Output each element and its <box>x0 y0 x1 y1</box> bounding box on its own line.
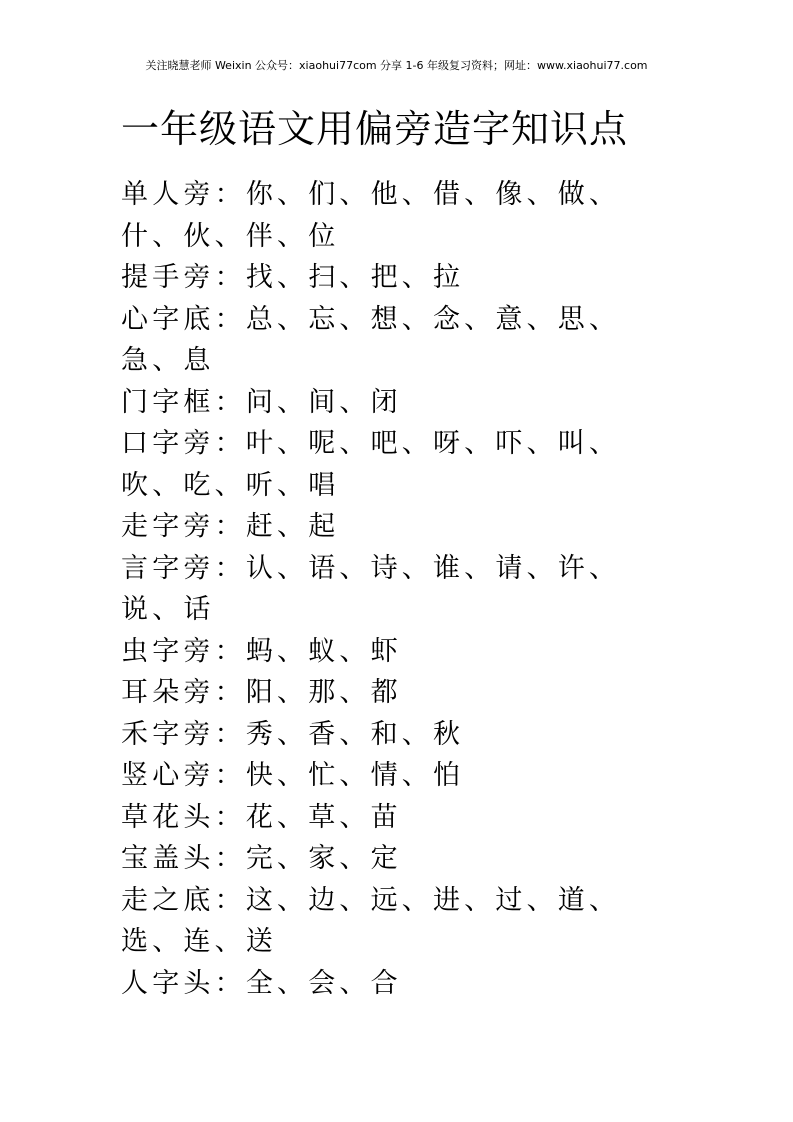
list-item <box>121 382 681 424</box>
radical-label: 言字旁： <box>121 552 246 584</box>
example-chars: 赶、起 <box>245 511 340 542</box>
example-chars: 蚂、蚁、虾 <box>245 635 402 667</box>
list-item <box>121 174 681 257</box>
example-chars: 你、们、他、借、像、做、什、伙、伴、位 <box>121 179 621 252</box>
example-chars: 叶、呢、吧、呀、吓、叫、吹、吃、听、唱 <box>121 428 621 501</box>
example-chars: 这、边、远、进、过、道、选、连、送 <box>121 884 621 957</box>
example-chars: 总、忘、想、念、意、思、急、息 <box>121 303 621 376</box>
radical-label: 人字头： <box>121 967 246 999</box>
radical-label: 走字旁： <box>121 511 246 542</box>
list-item <box>121 880 681 963</box>
radical-label: 提手旁： <box>121 262 246 293</box>
radical-label: 禾字旁： <box>121 718 246 750</box>
radical-list <box>121 174 681 1004</box>
example-chars: 完、家、定 <box>245 843 402 874</box>
list-item <box>121 755 681 797</box>
example-chars: 阳、那、都 <box>245 677 402 708</box>
radical-label: 门字框： <box>121 386 246 418</box>
list-item <box>121 631 681 673</box>
list-item <box>121 838 681 880</box>
list-item <box>121 548 681 631</box>
list-item <box>121 797 681 839</box>
radical-label: 竖心旁： <box>121 760 246 791</box>
radical-label: 走之底： <box>121 884 246 916</box>
example-chars: 花、草、苗 <box>245 801 402 833</box>
list-item <box>121 672 681 714</box>
list-item <box>121 506 681 548</box>
radical-label: 心字底： <box>121 303 246 335</box>
radical-label: 宝盖头： <box>121 843 246 874</box>
radical-label: 口字旁： <box>121 428 246 459</box>
list-item <box>121 423 681 506</box>
list-item <box>121 963 681 1005</box>
example-chars: 秀、香、和、秋 <box>245 718 465 750</box>
list-item <box>121 714 681 756</box>
example-chars: 找、扫、把、拉 <box>245 262 465 293</box>
list-item <box>121 257 681 299</box>
radical-label: 单人旁： <box>121 179 246 210</box>
page-title: 一年级语文用偏旁造字知识点 <box>121 107 629 151</box>
radical-label: 耳朵旁： <box>121 677 246 708</box>
page-header: 关注晓慧老师 Weixin 公众号：xiaohui77com 分享 1-6 年级复习资料；网址：www.xiaohui77.com <box>145 59 648 72</box>
radical-label: 草花头： <box>121 801 246 833</box>
example-chars: 快、忙、情、怕 <box>245 760 465 791</box>
list-item <box>121 299 681 382</box>
radical-label: 虫字旁： <box>121 635 246 667</box>
example-chars: 问、间、闭 <box>245 386 402 418</box>
example-chars: 全、会、合 <box>245 967 402 999</box>
example-chars: 认、语、诗、谁、请、许、说、话 <box>121 552 621 625</box>
